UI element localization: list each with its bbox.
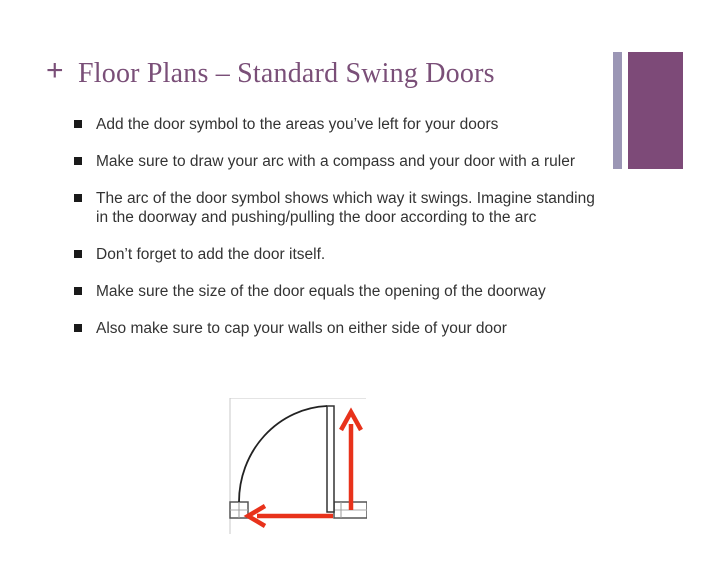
bullet-item (70, 282, 610, 301)
bullet-text: Make sure the size of the door equals the opening of the doorway (96, 283, 546, 300)
square-bullet-icon (74, 194, 82, 202)
door-leaf (327, 406, 334, 512)
page-title: Floor Plans – Standard Swing Doors (78, 58, 495, 89)
bullet-item (70, 245, 610, 264)
square-bullet-icon (74, 120, 82, 128)
door-swing-diagram (229, 398, 367, 534)
decorative-bar-thick (628, 52, 683, 169)
decorative-bar-thin (613, 52, 622, 169)
bullet-text: Add the door symbol to the areas you’ve left for your doors (96, 116, 499, 133)
bullet-item (70, 115, 610, 134)
square-bullet-icon (74, 250, 82, 258)
square-bullet-icon (74, 324, 82, 332)
plus-icon: + (46, 54, 64, 87)
bullet-text: Don’t forget to add the door itself. (96, 246, 326, 263)
square-bullet-icon (74, 287, 82, 295)
bullet-item (70, 319, 610, 338)
swing-arc (239, 406, 327, 502)
red-arrow-up-icon (341, 412, 361, 510)
bullet-text: Also make sure to cap your walls on either side of your door (96, 320, 507, 337)
bullet-text: Make sure to draw your arc with a compass and your door with a ruler (96, 153, 575, 170)
bullet-text: The arc of the door symbol shows which way it swings. Imagine standing in the doorway and pushing/pulling the door according to the arc (96, 190, 595, 226)
square-bullet-icon (74, 157, 82, 165)
bullet-list (70, 115, 610, 356)
red-arrow-left-icon (248, 506, 333, 526)
bullet-item (70, 189, 610, 227)
bullet-item (70, 152, 610, 171)
